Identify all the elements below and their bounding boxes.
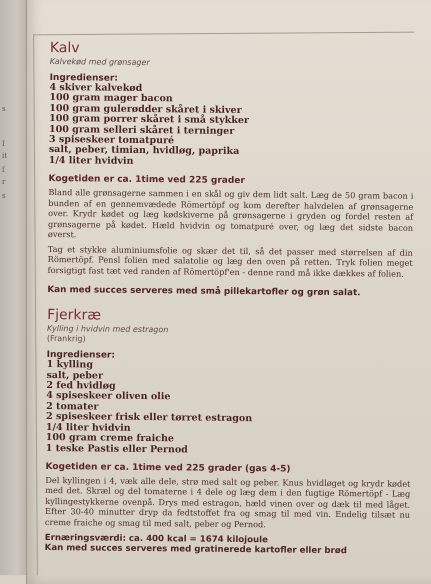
ingredient-item: 1/4 liter hvidvin <box>45 421 131 434</box>
kalv-cook-time: Kogetiden er ca. 1time ved 225 grader <box>48 174 245 187</box>
kalv-serving-note: Kan med succes serveres med små pillekartofler og grøn salat. <box>47 285 361 299</box>
kalv-method-paragraph: Tag et stykke aluminiumsfolie og skær det til, så det passer med størrelsen af din Römertöpf. Pensl folien med salatolie og læg den oven på retten. Tryk folien meget forsigtigt fast tæt ved randen af Römertöpf'en - denne rand må ikke dækkes af folien. <box>47 243 413 279</box>
ingredient-item: 4 skiver kalvekød <box>49 81 143 94</box>
left-page-fragment: r <box>2 178 6 186</box>
ingredient-item: salt, peber, timian, hvidløg, paprika <box>48 144 240 158</box>
kalv-ingredient-list <box>49 83 415 170</box>
ingredient-item: 2 tomater <box>46 400 99 413</box>
left-page-fragment: s <box>2 192 6 200</box>
ingredient-item: 4 spiseskeer oliven olie <box>46 390 171 403</box>
ingredient-item: 2 spiseskeer frisk eller tørret estragon <box>45 411 253 425</box>
kalv-title: Kalv <box>49 40 80 57</box>
kalv-method-paragraph: Bland alle grønsagerne sammen i en skål og giv dem lidt salt. Læg de 50 gram bacon i bunden af en gennemvædede Römertöpf og kom derefter halvdelen af grønsagerne over. Krydr kødet og læg kødskiverne på grønsagerne i gryden og fordel resten af grønsagerne på kødet. Hæld hvidvin og tomatpuré over, og læg det sidste bacon øverst. <box>47 187 414 240</box>
ingredient-item: 1 kylling <box>46 359 94 371</box>
fjerkrae-serving-note: Kan med succes serveres med gratinerede kartofler eller brød <box>44 543 347 557</box>
kalv-subtitle: Kalvekød med grønsager <box>49 56 150 68</box>
fjerkrae-ingredients-title: Ingredienser: <box>46 350 116 361</box>
ingredient-item: 100 gram mager bacon <box>49 92 173 105</box>
kalv-ingredients-title: Ingredienser: <box>49 72 118 84</box>
fjerkrae-nutrition: Ernæringsværdi: ca. 400 kcal = 1674 kilojoule <box>44 533 268 546</box>
fjerkrae-title: Fjerkræ <box>47 307 102 324</box>
ingredient-item: 1/4 liter hvidvin <box>48 154 134 167</box>
ingredient-item: 1 teske Pastis eller Pernod <box>45 442 188 455</box>
kalv-recipe <box>47 40 415 299</box>
fjerkrae-origin: (Frankrig) <box>46 334 86 344</box>
left-page-fragment: ſ <box>2 166 5 174</box>
previous-page-edge <box>0 0 28 575</box>
ingredient-item: 100 gram gulerødder skåret i skiver <box>49 102 242 116</box>
ingredient-item: 2 fed hvidløg <box>46 380 116 392</box>
fjerkrae-method-paragraph: Del kyllingen i 4, væk alle dele, strø med salt og peber. Knus hvidløget og krydr kødet med det. Skræl og del tomaterne i 4 dele og læg dem i den fugtige Römertöpf - Læg kyllingestykkerne ovenpå. Drys med estragon, hæld vinen over og dæk til med låget. Efter 30-40 minutter dryp da fedtstoffet fra og smag til med vin. Endelig tilsæt nu creme fraiche og smag til med salt, peber og Pernod. <box>44 474 411 530</box>
ingredient-item: salt, peber <box>46 369 104 382</box>
fjerkrae-recipe <box>45 307 413 557</box>
fjerkrae-ingredient-list <box>46 360 412 457</box>
recipe-content <box>45 40 415 557</box>
fjerkrae-subtitle: Kylling i hvidvin med estragon <box>46 324 169 335</box>
ingredient-item: 3 spiseskeer tomatpuré <box>48 134 175 147</box>
left-page-fragment: I <box>2 140 5 148</box>
ingredient-item: 100 gram porrer skåret i små stykker <box>49 113 249 127</box>
left-page-fragment: it <box>2 152 8 160</box>
fjerkrae-cook-time: Kogetiden er ca. 1time ved 225 grader (gas 4-5) <box>45 461 291 475</box>
ingredient-item: 100 gram creme fraiche <box>45 432 175 445</box>
ingredient-item: 100 gram selleri skåret i terninger <box>49 123 235 137</box>
left-page-fragment: s <box>2 105 6 113</box>
